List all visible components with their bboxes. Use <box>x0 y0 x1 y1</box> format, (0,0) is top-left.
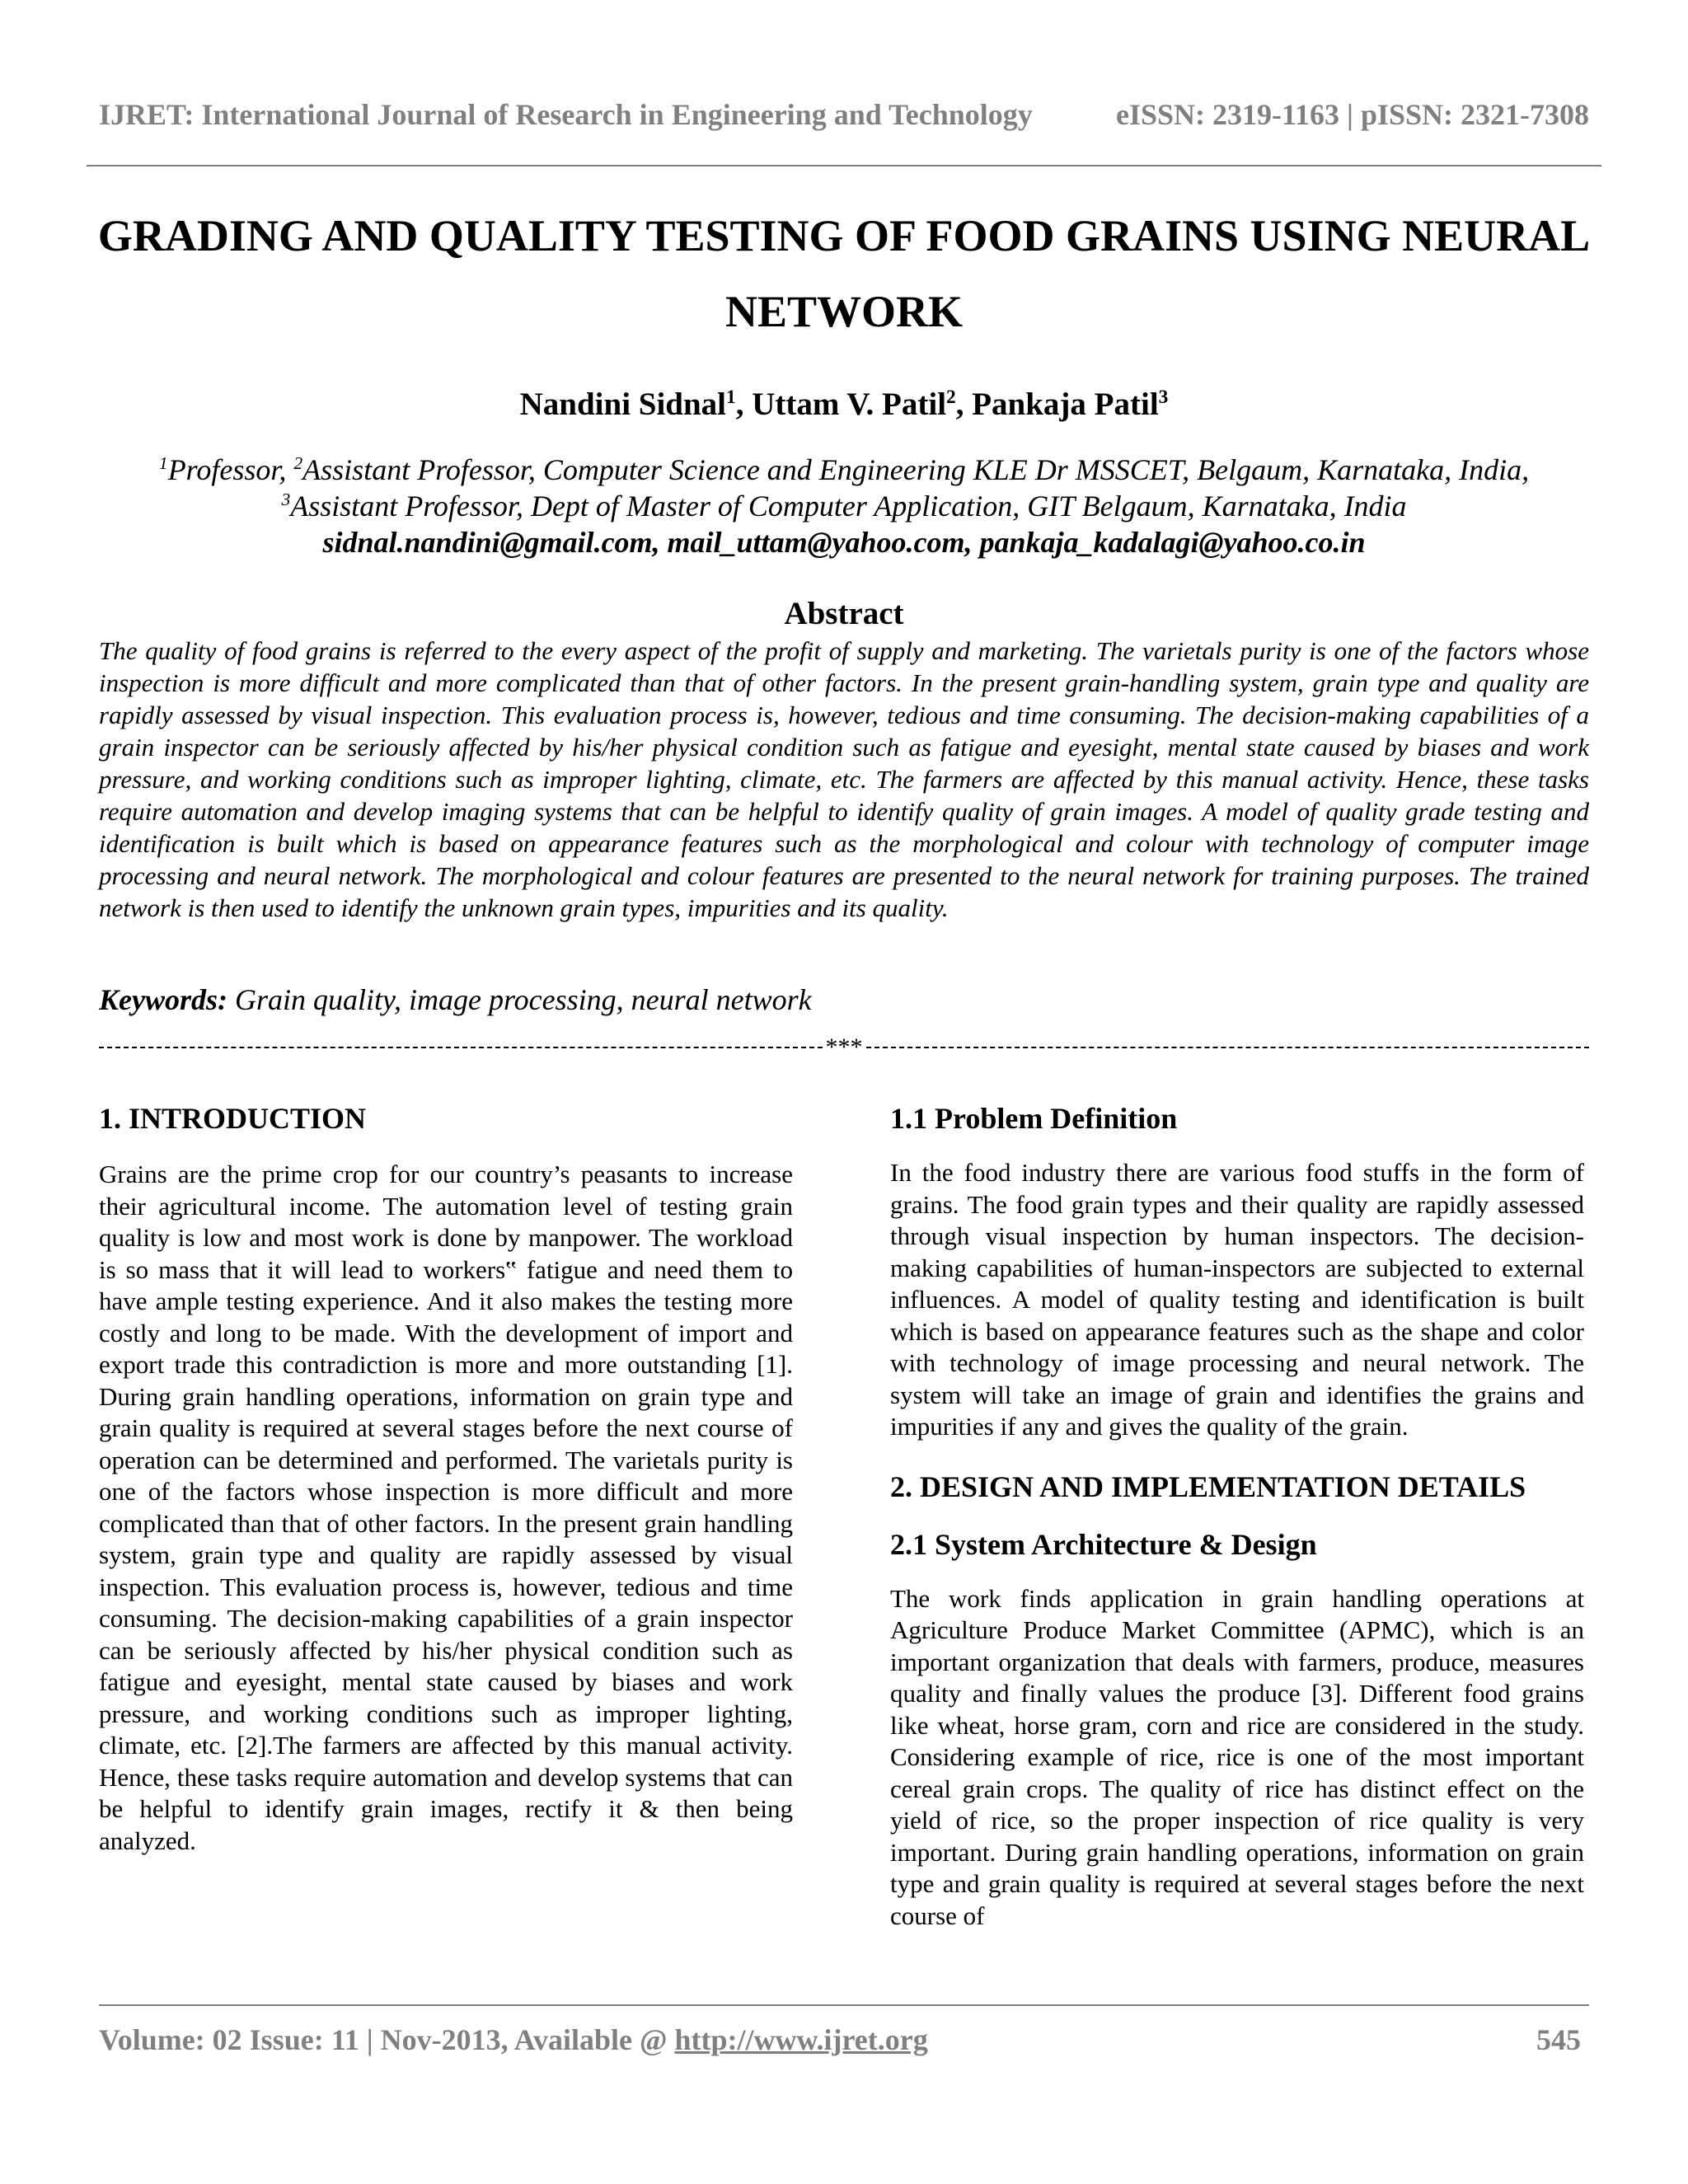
affiliation-line-2 <box>82 488 1606 524</box>
intro-heading: 1. INTRODUCTION <box>99 1102 367 1135</box>
problem-text: In the food industry there are various food stuffs in the form of grains. The food grain types and their quality are rapidly assessed through visual inspection by human inspectors. The decision-making capabilities of human-inspectors are subjected to external influences. A model of quality testing and identification is built which is based on appearance features such as the shape and color with technology of image processing and neural network. The system will take an image of grain and identifies the grains and impurities if any and gives the quality of the grain. <box>890 1158 1584 1441</box>
affil-text-2: Assistant Professor, Computer Science and Engineering KLE Dr MSSCET, Belgaum, Karnataka, India, <box>302 453 1530 486</box>
paper-title: GRADING AND QUALITY TESTING OF FOOD GRAINS USING NEURAL NETWORK <box>97 211 1591 336</box>
author-3: , Pankaja Patil <box>955 387 1159 422</box>
problem-heading: 1.1 Problem Definition <box>890 1102 1178 1135</box>
journal-url-link[interactable]: http://www.ijret.org <box>674 2023 928 2056</box>
footer-volume-info <box>99 2022 928 2057</box>
author-2-sup: 2 <box>946 387 956 408</box>
issn-info: eISSN: 2319-1163 | pISSN: 2321-7308 <box>1116 98 1589 131</box>
architecture-heading: 2.1 System Architecture & Design <box>890 1527 1317 1561</box>
footer-rule <box>99 2004 1589 2006</box>
abstract-text: The quality of food grains is referred to the every aspect of the profit of supply and marketing. The varietals purity is one of the factors whose inspection is more difficult and more complicated than that of other factors. In the present grain-handling system, grain type and quality are rapidly assessed by visual inspection. This evaluation process is, however, tedious and time consuming. The decision-making capabilities of a grain inspector can be seriously affected by his/her physical condition such as fatigue and eyesight, mental state caused by biases and work pressure, and working conditions such as improper lighting, climate, etc. The farmers are affected by this manual activity. Hence, these tasks require automation and develop imaging systems that can be helpful to identify quality of grain images. A model of quality grade testing and identification is built which is based on appearance features such as the morphological and colour with technology of computer image processing and neural network. The morphological and colour features are presented to the neural network for training purposes. The trained network is then used to identify the unknown grain types, impurities and its quality. <box>99 636 1589 922</box>
architecture-text: The work finds application in grain handling operations at Agriculture Produce Market Committee (APMC), which is an important organization that deals with farmers, produce, measures quality and finally values the produce [3]. Different food grains like wheat, horse gram, corn and rice are considered in the study. Considering example of rice, rice is one of the most important cereal grain crops. The quality of rice has distinct effect on the yield of rice, so the proper inspection of rice quality is very important. During grain handling operations, information on grain type and grain quality is required at several stages before the next course of <box>890 1583 1584 1930</box>
left-column <box>99 1101 793 1857</box>
affil-sup-1: 1 <box>158 453 168 473</box>
header-rule <box>87 165 1601 166</box>
separator-dash-right <box>866 1047 1590 1048</box>
keywords-text: Grain quality, image processing, neural network <box>227 983 812 1016</box>
journal-name: IJRET: International Journal of Research in Engineering and Technology <box>99 98 1033 131</box>
author-1: Nandini Sidnal <box>519 387 727 422</box>
keywords <box>99 982 1589 1017</box>
separator-stars: *** <box>825 1033 863 1061</box>
author-3-sup: 3 <box>1158 387 1169 408</box>
right-column <box>890 1101 1584 1932</box>
affil-sup-2: 2 <box>293 453 303 473</box>
page-footer <box>99 2022 1581 2057</box>
affil-text-1: Professor, <box>167 453 294 486</box>
page-header <box>99 97 1589 132</box>
author-emails: sidnal.nandini@gmail.com, mail_uttam@yahoo.com, pankaja_kadalagi@yahoo.co.in <box>322 526 1366 559</box>
affil-text-3: Assistant Professor, Dept of Master of Computer Application, GIT Belgaum, Karnataka, India <box>290 490 1407 523</box>
footer-volume-text: Volume: 02 Issue: 11 | Nov-2013, Available @ <box>99 2023 675 2056</box>
author-1-sup: 1 <box>726 387 736 408</box>
design-heading: 2. DESIGN AND IMPLEMENTATION DETAILS <box>890 1469 1526 1503</box>
section-separator <box>99 1033 1589 1062</box>
author-list <box>82 386 1606 423</box>
affil-sup-3: 3 <box>281 490 291 509</box>
affiliation-line-1 <box>82 452 1606 488</box>
keywords-label: Keywords: <box>99 983 227 1016</box>
separator-dash-left <box>99 1047 823 1048</box>
abstract-heading: Abstract <box>784 596 904 631</box>
affiliations <box>82 452 1606 560</box>
spacer <box>890 1443 1584 1469</box>
author-2: , Uttam V. Patil <box>735 387 947 422</box>
page-number: 545 <box>1536 2023 1581 2056</box>
intro-text: Grains are the prime crop for our country’s peasants to increase their agricultural income. The automation level of testing grain quality is low and most work is done by manpower. The workload is so mass that it will lead to workers‟ fatigue and need them to have ample testing experience. And it also makes the testing more costly and long to be made. With the development of import and export trade this contradiction is more and more outstanding [1]. During grain handling operations, information on grain type and grain quality is required at several stages before the next course of operation can be determined and performed. The varietals purity is one of the factors whose inspection is more difficult and more complicated than that of other factors. In the present grain handling system, grain type and quality are rapidly assessed by visual inspection. This evaluation process is, however, tedious and time consuming. The decision-making capabilities of a grain inspector can be seriously affected by his/her physical condition such as fatigue and eyesight, mental state caused by biases and work pressure, and working conditions such as improper lighting, climate, etc. [2].The farmers are affected by this manual activity. Hence, these tasks require automation and develop systems that can be helpful to identify grain images, rectify it & then being analyzed. <box>99 1160 793 1855</box>
